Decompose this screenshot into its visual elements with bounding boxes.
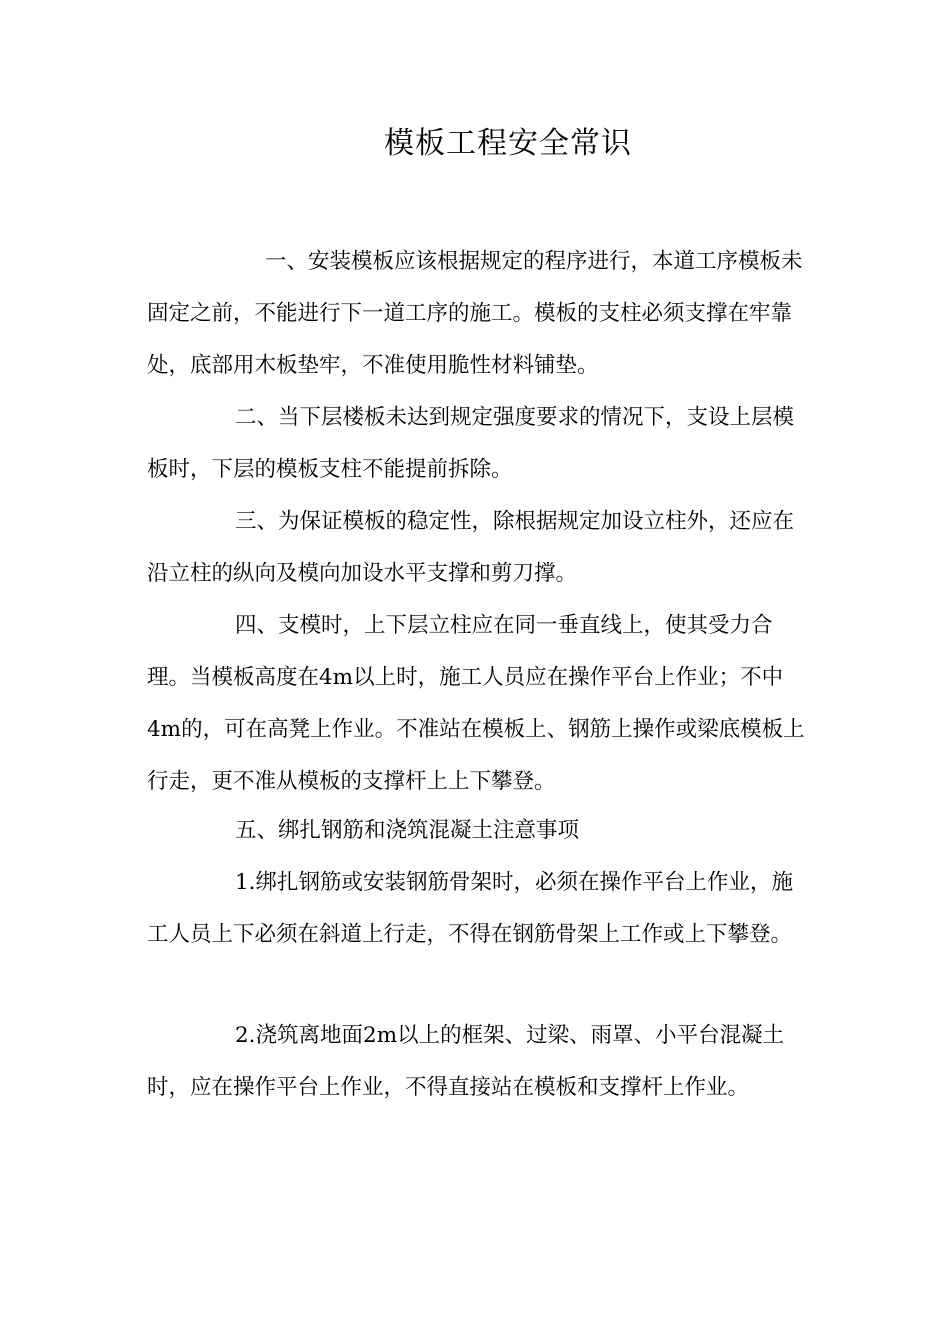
- paragraph-2: 二、当下层楼板未达到规定强度要求的情况下，支设上层模板时，下层的模板支柱不能提前拆除。: [147, 405, 795, 482]
- paragraph-7: 2.浇筑离地面2m以上的框架、过梁、雨罩、小平台混凝土时，应在操作平台上作业，不得直接站在模板和支撑杆上作业。: [147, 1023, 785, 1100]
- document-title: 模板工程安全常识: [384, 126, 632, 161]
- paragraph-1: 一、安装模板应该根据规定的程序进行，本道工序模板未固定之前，不能进行下一道工序的施工。模板的支柱必须支撑在牢靠处，底部用木板垫牢，不准使用脆性材料铺垫。: [147, 249, 803, 378]
- paragraph-3: 三、为保证模板的稳定性，除根据规定加设立柱外，还应在沿立柱的纵向及模向加设水平支撑和剪刀撑。: [147, 509, 795, 586]
- paragraph-5: 五、绑扎钢筋和浇筑混凝土注意事项: [235, 818, 580, 843]
- paragraph-4: 四、支模时，上下层立柱应在同一垂直线上，使其受力合理。当模板高度在4m以上时，施工人员应在操作平台上作业；不中4m的，可在高凳上作业。不准站在模板上、钢筋上操作或梁底模板上行走，更不准从模板的支撑杆上上下攀登。: [147, 613, 805, 794]
- paragraph-6: 1.绑扎钢筋或安装钢筋骨架时，必须在操作平台上作业，施工人员上下必须在斜道上行走，不得在钢筋骨架上工作或上下攀登。: [147, 870, 794, 947]
